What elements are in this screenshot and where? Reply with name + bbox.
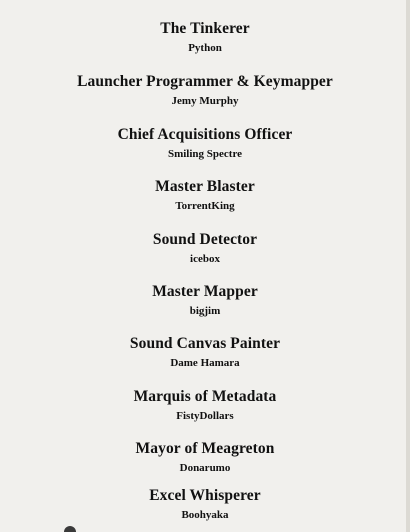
credit-entry (0, 487, 410, 522)
credit-role: Sound Canvas Painter (129, 335, 281, 352)
credit-role: The Tinkerer (160, 20, 250, 37)
credit-name: Donarumo (179, 462, 231, 474)
credit-name: FistyDollars (176, 410, 234, 422)
credit-entry (0, 283, 410, 318)
credit-role: Excel Whisperer (149, 487, 261, 504)
page-edge (406, 0, 410, 532)
credit-entry (0, 126, 410, 161)
credit-role: Master Mapper (152, 283, 258, 300)
credit-name: Jemy Murphy (171, 95, 239, 107)
credit-name: bigjim (189, 305, 221, 317)
credit-entry (0, 20, 410, 55)
credit-role: Launcher Programmer & Keymapper (77, 73, 333, 90)
credit-name: Smiling Spectre (167, 148, 243, 160)
credit-name: Dame Hamara (170, 357, 240, 369)
credit-entry (0, 231, 410, 266)
corner-mark-icon (64, 526, 76, 532)
credit-entry (0, 178, 410, 213)
credit-role: Mayor of Meagreton (135, 440, 275, 457)
credit-role: Sound Detector (152, 231, 258, 248)
credit-name: icebox (190, 253, 220, 265)
credit-entry (0, 388, 410, 423)
credit-entry (0, 335, 410, 370)
credit-entry (0, 73, 410, 108)
credit-name: Python (188, 42, 222, 54)
credit-role: Marquis of Metadata (133, 388, 277, 405)
credit-role: Chief Acquisitions Officer (117, 126, 293, 143)
credit-role: Master Blaster (155, 178, 255, 195)
credit-name: TorrentKing (175, 200, 235, 212)
credit-entry (0, 440, 410, 475)
credit-name: Boohyaka (181, 509, 229, 521)
